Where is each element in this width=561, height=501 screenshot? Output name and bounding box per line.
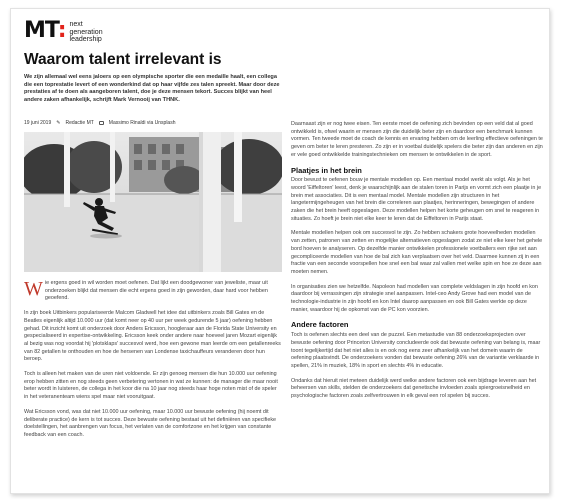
article-photo [24,132,282,272]
paragraph: Ondanks dat hieruit niet meteen duidelijk werd welke andere factoren ook een bijdrage leveren aan het beheersen van skills, stelden de onderzoekers dat genetische invloeden zoals spiergroeisnelheid en psychologische factoren zoals zelfvertrouwen in elk geval een rol spelen bij succes. [291,377,537,400]
author-icon: ✎ [56,120,61,126]
article-page [10,8,550,494]
paragraph: Toch is alleen het maken van de uren niet voldoende. Er zijn genoeg mensen die hun 10.000 uur oefening erop hebben zitten en nog steeds geen verbetering vertonen in wat ze kunnen: de manager die maar nooit beter wordt in luisteren, de collega in het koor die na 10 jaar nog steeds haar hoge noten mist of de speler in het veteranenteam wiens spel maar niet vooruitgaat. [24,371,278,401]
paragraph: Daarnaast zijn er nog twee eisen. Ten eerste moet de oefening zich bevinden op een veld dat al goed ontwikkeld is, ofwel waarin er mensen zijn die duidelijk beter zijn en daardoor een benchmark kunnen vormen. Ten tweede moet de coach de kennis en ervaring hebben om de leerling effectieve oefeningen te geven om beter te leren presteren. Zo zijn er in voetbal duidelijk spelers die beter zijn dan anderen en zijn er vele goed ontwikkelde trainingstechnieken om mensen te ontwikkelen in de sport. [291,121,543,158]
article-meta [24,120,284,126]
logo-mark: MT: [24,18,66,43]
article-date: 19 juni 2019 [24,120,52,126]
article-lead: We zijn allemaal wel eens jaloers op een olympische sporter die een medaille haalt, een collega die een toprestatie levert of een wonderkind dat op haar vijfde zes talen spreekt. Maar door deze prestaties af te doen als aangeboren talent, doe je deze mensen tekort. Succes blijkt van heel andere zaken afhankelijk, schrijft Mark Vernooij van THNK. [24,74,280,103]
paragraph: Door bewust te oefenen bouw je mentale modellen op. Een mentaal model werkt als volgt. Als je het woord 'Eiffeltoren' leest, denk je waarschijnlijk aan de stalen toren in Parijs en vormt zich een plaatje in je brein met associaties. Dit is een mentaal model. Mentale modellen zijn structuren in het langetermijngeheugen van het brein die correleren aan plaatjes, herinneringen, bewegingen of andere zaken die het brein heeft opgeslagen. Deze modellen helpen het korte geheugen om snel te reageren in situaties. Zo hoeft je brein niet elke keer te leren dat de Eiffeltoren in Parijs staat. [291,177,542,222]
paragraph: In organisaties zien we hetzelfde. Napoleon had modellen van complete veldslagen in zijn hoofd en kon daardoor bij verrassingen zijn strategie snel aanpassen. Intel-ceo Andy Grove had een model van de technologie-industrie in zijn hoofd en kon Intel daarop aanpassen en ook Bill Gates werkte op deze manier, waardoor hij de opkomst van de PC kon voorzien. [291,283,538,313]
section-heading: Plaatjes in het brein [291,165,362,175]
photo-credit: Massimo Rinaldi via Unsplash [108,120,176,126]
camera-icon [99,121,104,125]
paragraph: In zijn boek Uitbinkers populariseerde Malcom Gladwell het idee dat uitbinkers zoals Bill Gates en de Beatles eigenlijk altijd 10.000 uur (dat komt neer op 40 uur per week gedurende 5 jaar) oefening hebben gehad. Dit inzicht komt uit onderzoek door Anders Ericsson, hoogleraar aan de Florida State University en gespecialiseerd in expertise-ontwikkeling. Ericsson keek onder andere naar hoeveel jaren Mozart eigenlijk al bezig was nog voordat hij 'plotsklaps' succesvol werd, hoe een gewone man leerde om een getallenreeks van 82 getallen te onthouden en hoe de hersenen van Londense taxichauffeurs veranderen door hun beroep. [24,310,281,363]
article-body-right [291,121,543,408]
site-logo[interactable] [24,18,103,44]
paragraph: Mentale modellen helpen ook om succesvol te zijn. Zo hebben schakers grote hoeveelheden modellen van zetten, patronen van zetten en mogelijke alternatieven opgeslagen zodat ze niet elke keer het gehele bord hoeven te analyseren. Op dezelfde manier ontwikkelen professionele voetballers een rijke set aan gecompliceerde modellen van hoe de bal zich kan verplaatsen over het veld. Daarmee kunnen zij in een fractie van een seconde voorspellen hoe snel een bal waar zal vallen met welke spin en hoe ze deze aan moeten nemen. [291,230,543,275]
article-title: Waarom talent irrelevant is [24,51,222,68]
paragraph: Wat Ericsson vond, was dat niet 10.000 uur oefening, maar 10.000 uur bewuste oefening (hij noemt dit deliberate practice) de kern is tot succes. Deze bewuste oefening bestaat uit het definiëren van specifieke doelstellingen, het aanbrengen van focus, het verlaten van de comfortzone en het krijgen van constante feedback van een coach. [24,408,277,438]
paragraph: Wie ergens goed in wil worden moet oefenen. Dat lijkt een doodgewoner van jeweliste, maar uit onderzoeken blijkt dat mensen die echt ergens goed in zijn geworden, daar hard voor hebben geoefend. [24,278,268,302]
skateboarder-photo [24,132,282,272]
article-body-left [24,280,282,447]
article-author[interactable]: Redactie MT [65,120,94,126]
section-heading: Andere factoren [291,320,349,330]
paragraph: Toch is oefenen slechts een deel van de puzzel. Een metastudie van 88 onderzoeksprojecten over bewuste oefening door Princeton University concludeerde ook dat bewuste oefening van belang is, maar toont tegelijkertijd dat het niet alles is en ook nog eens zeer afhankelijk van het domein waarin de oefening plaatsvindt. De onderzoekers vonden dat bewuste oefening 26% van de variantie verklaarde in spellen, 21% in muziek, 18% in sport en slechts 4% in educatie. [291,332,541,369]
logo-tagline: next generation leadership [69,21,103,43]
dropcap: W [24,278,43,300]
